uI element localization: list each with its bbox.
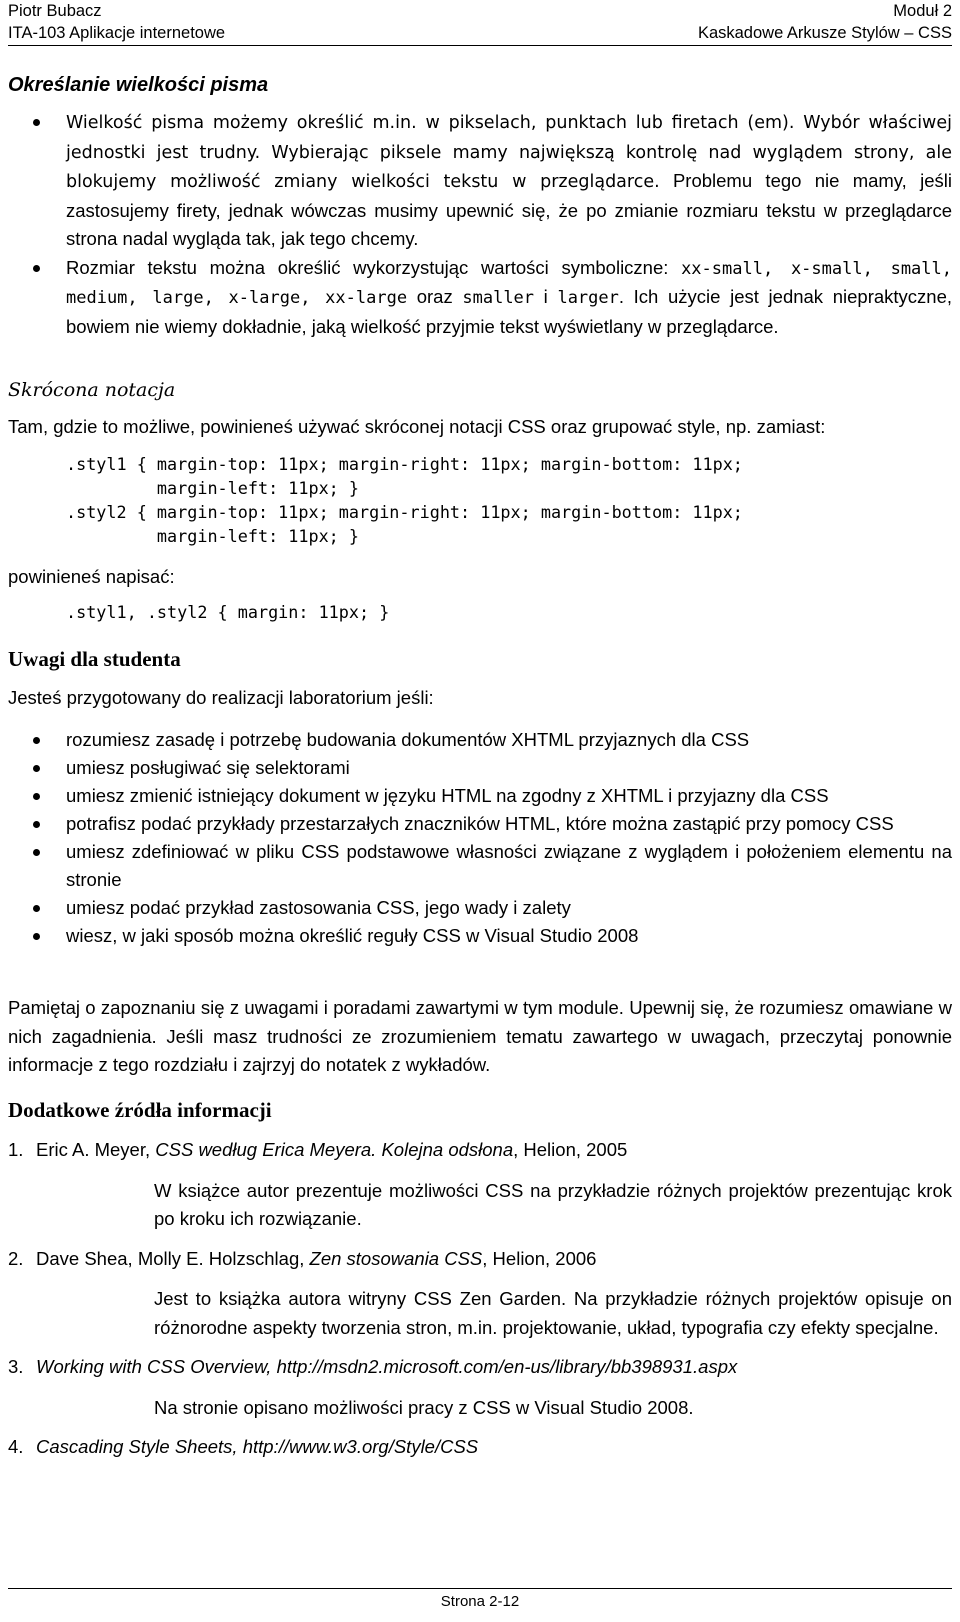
bullet2-values: xx-small, x-small, small, medium, large, x-large, xx-large [66,258,952,308]
header-author: Piotr Bubacz [8,2,102,20]
header-left [8,0,225,44]
shorthand-intro: Tam, gdzie to możliwe, powinieneś używać skróconej notacji CSS oraz grupować style, np. zamiast: [8,416,826,437]
reference-description: W książce autor prezentuje możliwości CSS na przykładzie różnych projektów prezentując krok po kroku ich rozwiązanie. [154,1179,952,1229]
code-block-before: .styl1 { margin-top: 11px; margin-right: 11px; margin-bottom: 11px; margin-left: 11px; } .styl2 { margin-top: 11px; margin-right: 11px; margin-bottom: 11px; margin-left: 11px; } [66,454,743,546]
bullet2-intro: Rozmiar tekstu można określić wykorzystując wartości symboliczne: [66,256,682,278]
references-list [8,1136,952,1462]
reference-title[interactable]: Cascading Style Sheets, http://www.w3.org/Style/CSS [36,1436,479,1457]
list-item: umiesz zdefiniować w pliku CSS podstawowe własności związane z wyglądem i położeniem elementu na stronie [8,838,952,894]
list-item [8,108,952,254]
bullet2-values3: larger [557,288,619,308]
section-title-font-size: Określanie wielkości pisma [8,74,269,96]
shorthand-instead: powinieneś napisać: [8,566,175,587]
notes-closing: Pamiętaj o zapoznaniu się z uwagami i poradami zawartymi w tym module. Upewnij się, że rozumiesz omawiane w nich zagadnienia. Jeśli masz trudności ze zrozumieniem tematu zawartego w uwagach, przeczytaj ponownie informacje z tego rozdziału i zajrzyj do notatek z wykładów. [8,997,952,1075]
font-size-list [8,108,952,341]
section-title-notes: Uwagi dla studenta [8,647,181,671]
list-item: umiesz posługiwać się selektorami [8,754,952,782]
reference-title: CSS według Erica Meyera. Kolejna odsłona [155,1139,514,1160]
notes-intro: Jesteś przygotowany do realizacji laboratorium jeśli: [8,687,434,708]
bullet2-outro: . Ich użycie jest jednak niepraktyczne, bowiem nie wiemy dokładnie, jaką wielkość przyjmie tekst wyświetlany w przeglądarce. [66,286,952,337]
reference-title[interactable]: Working with CSS Overview, http://msdn2.microsoft.com/en-us/library/bb398931.aspx [36,1356,738,1377]
bullet2-i: i [534,286,558,307]
reference-item [8,1136,952,1165]
list-item: umiesz zmienić istniejący dokument w języku HTML na zgodny z XHTML i przyjazny dla CSS [8,782,952,810]
reference-item [8,1433,952,1462]
reference-item [8,1353,952,1382]
section-title-sources: Dodatkowe źródła informacji [8,1098,272,1122]
header-module-title: Kaskadowe Arkusze Stylów – CSS [697,24,952,42]
list-item: wiesz, w jaki sposób można określić reguły CSS w Visual Studio 2008 [8,922,952,950]
header-course: ITA-103 Aplikacje internetowe [8,24,226,42]
reference-number: 3. [8,1356,24,1377]
reference-number: 2. [8,1247,24,1269]
notes-list [8,726,952,950]
reference-number: 4. [8,1436,24,1457]
list-item: umiesz podać przykład zastosowania CSS, jego wady i zalety [8,894,952,922]
document-page [8,0,952,1622]
bullet2-oraz: oraz [407,286,463,307]
header-right [698,0,952,44]
reference-description: Jest to książka autora witryny CSS Zen Garden. Na przykładzie różnych projektów opisuje on różnorodne aspekty tworzenia stron, m.in. projektowanie, układ, typografia czy efekty specjalne. [154,1288,952,1338]
reference-number: 1. [8,1139,24,1160]
reference-author: Dave Shea, Molly E. Holzschlag, [36,1247,310,1269]
reference-publisher: , Helion, 2006 [482,1247,597,1269]
reference-publisher: , Helion, 2005 [513,1139,628,1160]
section-title-shorthand: Skrócona notacja [8,379,176,401]
reference-item [8,1245,952,1274]
code-block-after: .styl1, .styl2 { margin: 11px; } [66,602,390,622]
list-item: potrafisz podać przykłady przestarzałych znaczników HTML, które można zastąpić przy pomocy CSS [8,810,952,838]
bullet1-part1: Wielkość pisma możemy określić m.in. w pikselach, punktach lub firetach (em). Wybór właściwej jednostki jest trudny. Wybierając piksele mamy największą kontrolę nad wyglądem strony, ale blokujemy możliwość zmiany wielkości tekstu w przeglądarce. [66,113,952,192]
bullet1-part2: Problemu tego nie mamy, jeśli zastosujemy firety, jednak wówczas musimy upewnić się, że po zmianie rozmiaru tekstu w przeglądarce strona nadal wygląda tak, jak tego chcemy. [66,170,952,249]
header-module: Moduł 2 [893,2,952,20]
bullet2-values2: smaller [462,288,535,308]
page-footer [8,1588,952,1613]
list-item [8,254,952,342]
page-number: Strona 2-12 [440,1593,520,1610]
reference-title: Zen stosowania CSS [309,1247,483,1269]
list-item: rozumiesz zasadę i potrzebę budowania dokumentów XHTML przyjaznych dla CSS [8,726,952,754]
page-header [8,0,952,46]
reference-description: Na stronie opisano możliwości pracy z CSS w Visual Studio 2008. [154,1396,694,1418]
reference-author: Eric A. Meyer, [36,1139,156,1160]
